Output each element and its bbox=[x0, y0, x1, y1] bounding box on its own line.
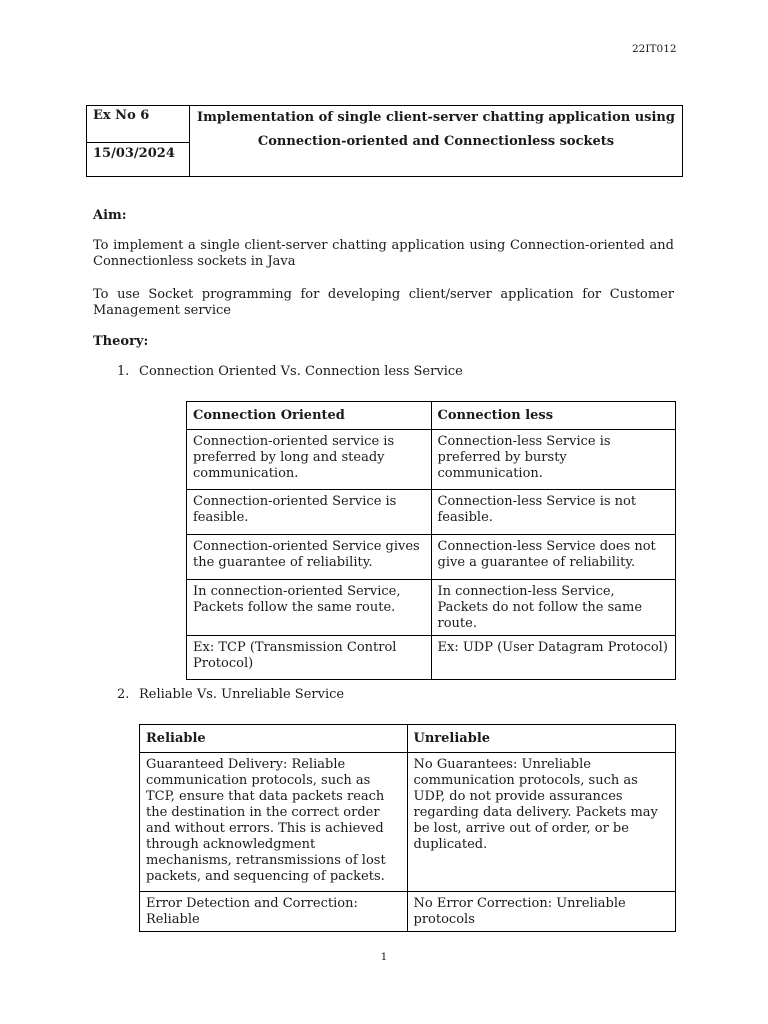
experiment-date: 15/03/2024 bbox=[87, 143, 190, 177]
title-line-2: Connection-oriented and Connectionless sockets bbox=[257, 134, 615, 149]
table-cell: Connection-less Service is preferred by bursty communication. bbox=[431, 430, 676, 490]
aim-paragraph-2: To use Socket programming for developing client/server application for Customer Management service bbox=[93, 287, 674, 318]
table-row bbox=[187, 490, 676, 535]
table-cell: Ex: TCP (Transmission Control Protocol) bbox=[187, 636, 432, 680]
table-cell: Connection-oriented Service is feasible. bbox=[187, 490, 432, 535]
table1-header-connection-less: Connection less bbox=[431, 402, 676, 430]
aim-paragraph-1: To implement a single client-server chatting application using Connection-oriented and Connectionless sockets in Java bbox=[93, 238, 674, 269]
table-cell: In connection-oriented Service, Packets follow the same route. bbox=[187, 580, 432, 636]
table-cell: In connection-less Service, Packets do not follow the same route. bbox=[431, 580, 676, 636]
table-row bbox=[187, 580, 676, 636]
experiment-header-table bbox=[86, 105, 683, 177]
table-cell: No Error Correction: Unreliable protocols bbox=[407, 892, 675, 932]
table-cell: No Guarantees: Unreliable communication protocols, such as UDP, do not provide assurances regarding data delivery. Packets may be lost, arrive out of order, or be duplicated. bbox=[407, 753, 675, 892]
table-cell: Guaranteed Delivery: Reliable communication protocols, such as TCP, ensure that data packets reach the destination in the correct order and without errors. This is achieved through acknowledgment mechanisms, retransmissions of lost packets, and sequencing of packets. bbox=[140, 753, 408, 892]
table-cell: Connection-less Service is not feasible. bbox=[431, 490, 676, 535]
table-cell: Ex: UDP (User Datagram Protocol) bbox=[431, 636, 676, 680]
list-item-2-number: 2. bbox=[117, 687, 130, 702]
list-item-2-text: Reliable Vs. Unreliable Service bbox=[139, 687, 345, 702]
table-row bbox=[140, 892, 676, 932]
list-item-2 bbox=[117, 687, 517, 705]
table-cell: Connection-oriented Service gives the guarantee of reliability. bbox=[187, 535, 432, 580]
roll-number: 22IT012 bbox=[632, 43, 677, 55]
connection-comparison-table bbox=[186, 401, 676, 680]
table2-header-unreliable: Unreliable bbox=[407, 725, 675, 753]
table1-header-connection-oriented: Connection Oriented bbox=[187, 402, 432, 430]
table-cell: Error Detection and Correction: Reliable bbox=[140, 892, 408, 932]
table2-header-reliable: Reliable bbox=[140, 725, 408, 753]
list-item-1-text: Connection Oriented Vs. Connection less Service bbox=[139, 364, 463, 379]
list-item-1-number: 1. bbox=[117, 364, 130, 379]
reliability-comparison-table bbox=[139, 724, 676, 932]
experiment-title bbox=[190, 106, 683, 177]
list-item-1 bbox=[117, 364, 517, 382]
page-number: 1 bbox=[380, 951, 388, 963]
aim-heading: Aim: bbox=[93, 208, 127, 223]
table-row bbox=[187, 535, 676, 580]
table-row bbox=[187, 430, 676, 490]
table-row bbox=[187, 636, 676, 680]
experiment-number: Ex No 6 bbox=[87, 106, 190, 143]
table-row bbox=[140, 753, 676, 892]
table-cell: Connection-less Service does not give a guarantee of reliability. bbox=[431, 535, 676, 580]
title-line-1: Implementation of single client-server chatting application using bbox=[197, 110, 675, 125]
theory-heading: Theory: bbox=[93, 334, 149, 349]
table-cell: Connection-oriented service is preferred by long and steady communication. bbox=[187, 430, 432, 490]
